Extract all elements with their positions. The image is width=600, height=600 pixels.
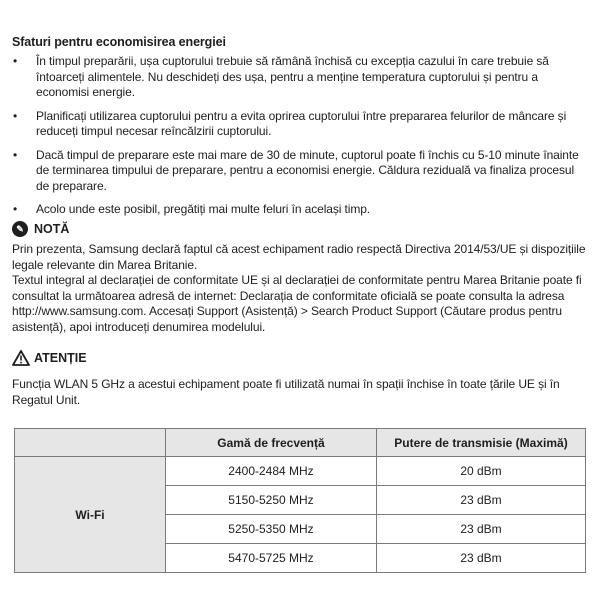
tip-text: Acolo unde este posibil, pregătiți mai multe feluri în același timp. (36, 202, 371, 216)
warning-triangle-icon (12, 350, 30, 366)
power-cell: 23 dBm (377, 544, 586, 573)
tip-text: Dacă timpul de preparare este mai mare de 30 de minute, cuptorul poate fi închis cu 5-10 minute înainte de terminarea timpului de preparare, pentru a economisi energie. Căldura reziduală va finaliza procesul de preparare. (36, 147, 579, 193)
bullet-icon: • (13, 108, 18, 123)
list-item (12, 148, 584, 195)
table-header-row (15, 429, 586, 457)
list-item (12, 109, 584, 140)
energy-tips-list (12, 54, 584, 226)
note-title: NOTĂ (34, 222, 70, 236)
power-cell: 20 dBm (377, 457, 586, 486)
note-body (12, 242, 587, 335)
header-power: Putere de transmisie (Maximă) (377, 429, 586, 457)
caution-heading (12, 350, 87, 366)
row-label-wifi: Wi-Fi (15, 457, 166, 573)
frequency-cell: 5250-5350 MHz (166, 515, 377, 544)
header-frequency: Gamă de frecvență (166, 429, 377, 457)
note-heading (12, 221, 69, 237)
table-corner-cell (15, 429, 166, 457)
tip-text: În timpul preparării, ușa cuptorului trebuie să rămână închisă cu excepția cazului în care trebuie să întoarceți alimentele. Nu deschideți des ușa, pentru a menține temperatura cuptorului și pentru a economisi energie. (36, 54, 549, 99)
frequency-cell: 2400-2484 MHz (166, 457, 377, 486)
frequency-cell: 5470-5725 MHz (166, 544, 377, 573)
caution-title: ATENȚIE (34, 351, 87, 365)
note-paragraph: Prin prezenta, Samsung declară faptul că acest echipament radio respectă Directiva 2014/53/UE și dispozițiile legale relevante din Marea Britanie. (12, 242, 586, 272)
tip-text: Planificați utilizarea cuptorului pentru a evita oprirea cuptorului între prepararea felurilor de mâncare și reduceți timpul necesar reîncălzirii cuptorului. (36, 108, 567, 138)
bullet-icon: • (13, 54, 18, 68)
frequency-table (14, 428, 586, 573)
table-row (15, 457, 586, 486)
bullet-icon: • (13, 147, 18, 162)
note-pencil-icon: ✎ (12, 221, 28, 237)
power-cell: 23 dBm (377, 515, 586, 544)
caution-text: Funcția WLAN 5 GHz a acestui echipament poate fi utilizată numai în spații închise în toate țările UE și în Regatul Unit. (12, 377, 560, 407)
bullet-icon: • (13, 202, 18, 216)
note-paragraph: Textul integral al declarației de conformitate UE și al declarației de conformitate pentru Marea Britanie poate fi consultat la următoarea adresă de internet: Declarația de conformitate oficială se poate consulta la adresa http://www.samsung.com. Accesați Support (Asistență) > Search Product Support (Căutare produs pentru asistență), apoi introduceți denumirea modelului. (12, 273, 582, 334)
frequency-cell: 5150-5250 MHz (166, 486, 377, 515)
energy-section-title: Sfaturi pentru economisirea energiei (12, 35, 226, 49)
power-cell: 23 dBm (377, 486, 586, 515)
list-item (12, 202, 584, 218)
list-item (12, 54, 584, 101)
